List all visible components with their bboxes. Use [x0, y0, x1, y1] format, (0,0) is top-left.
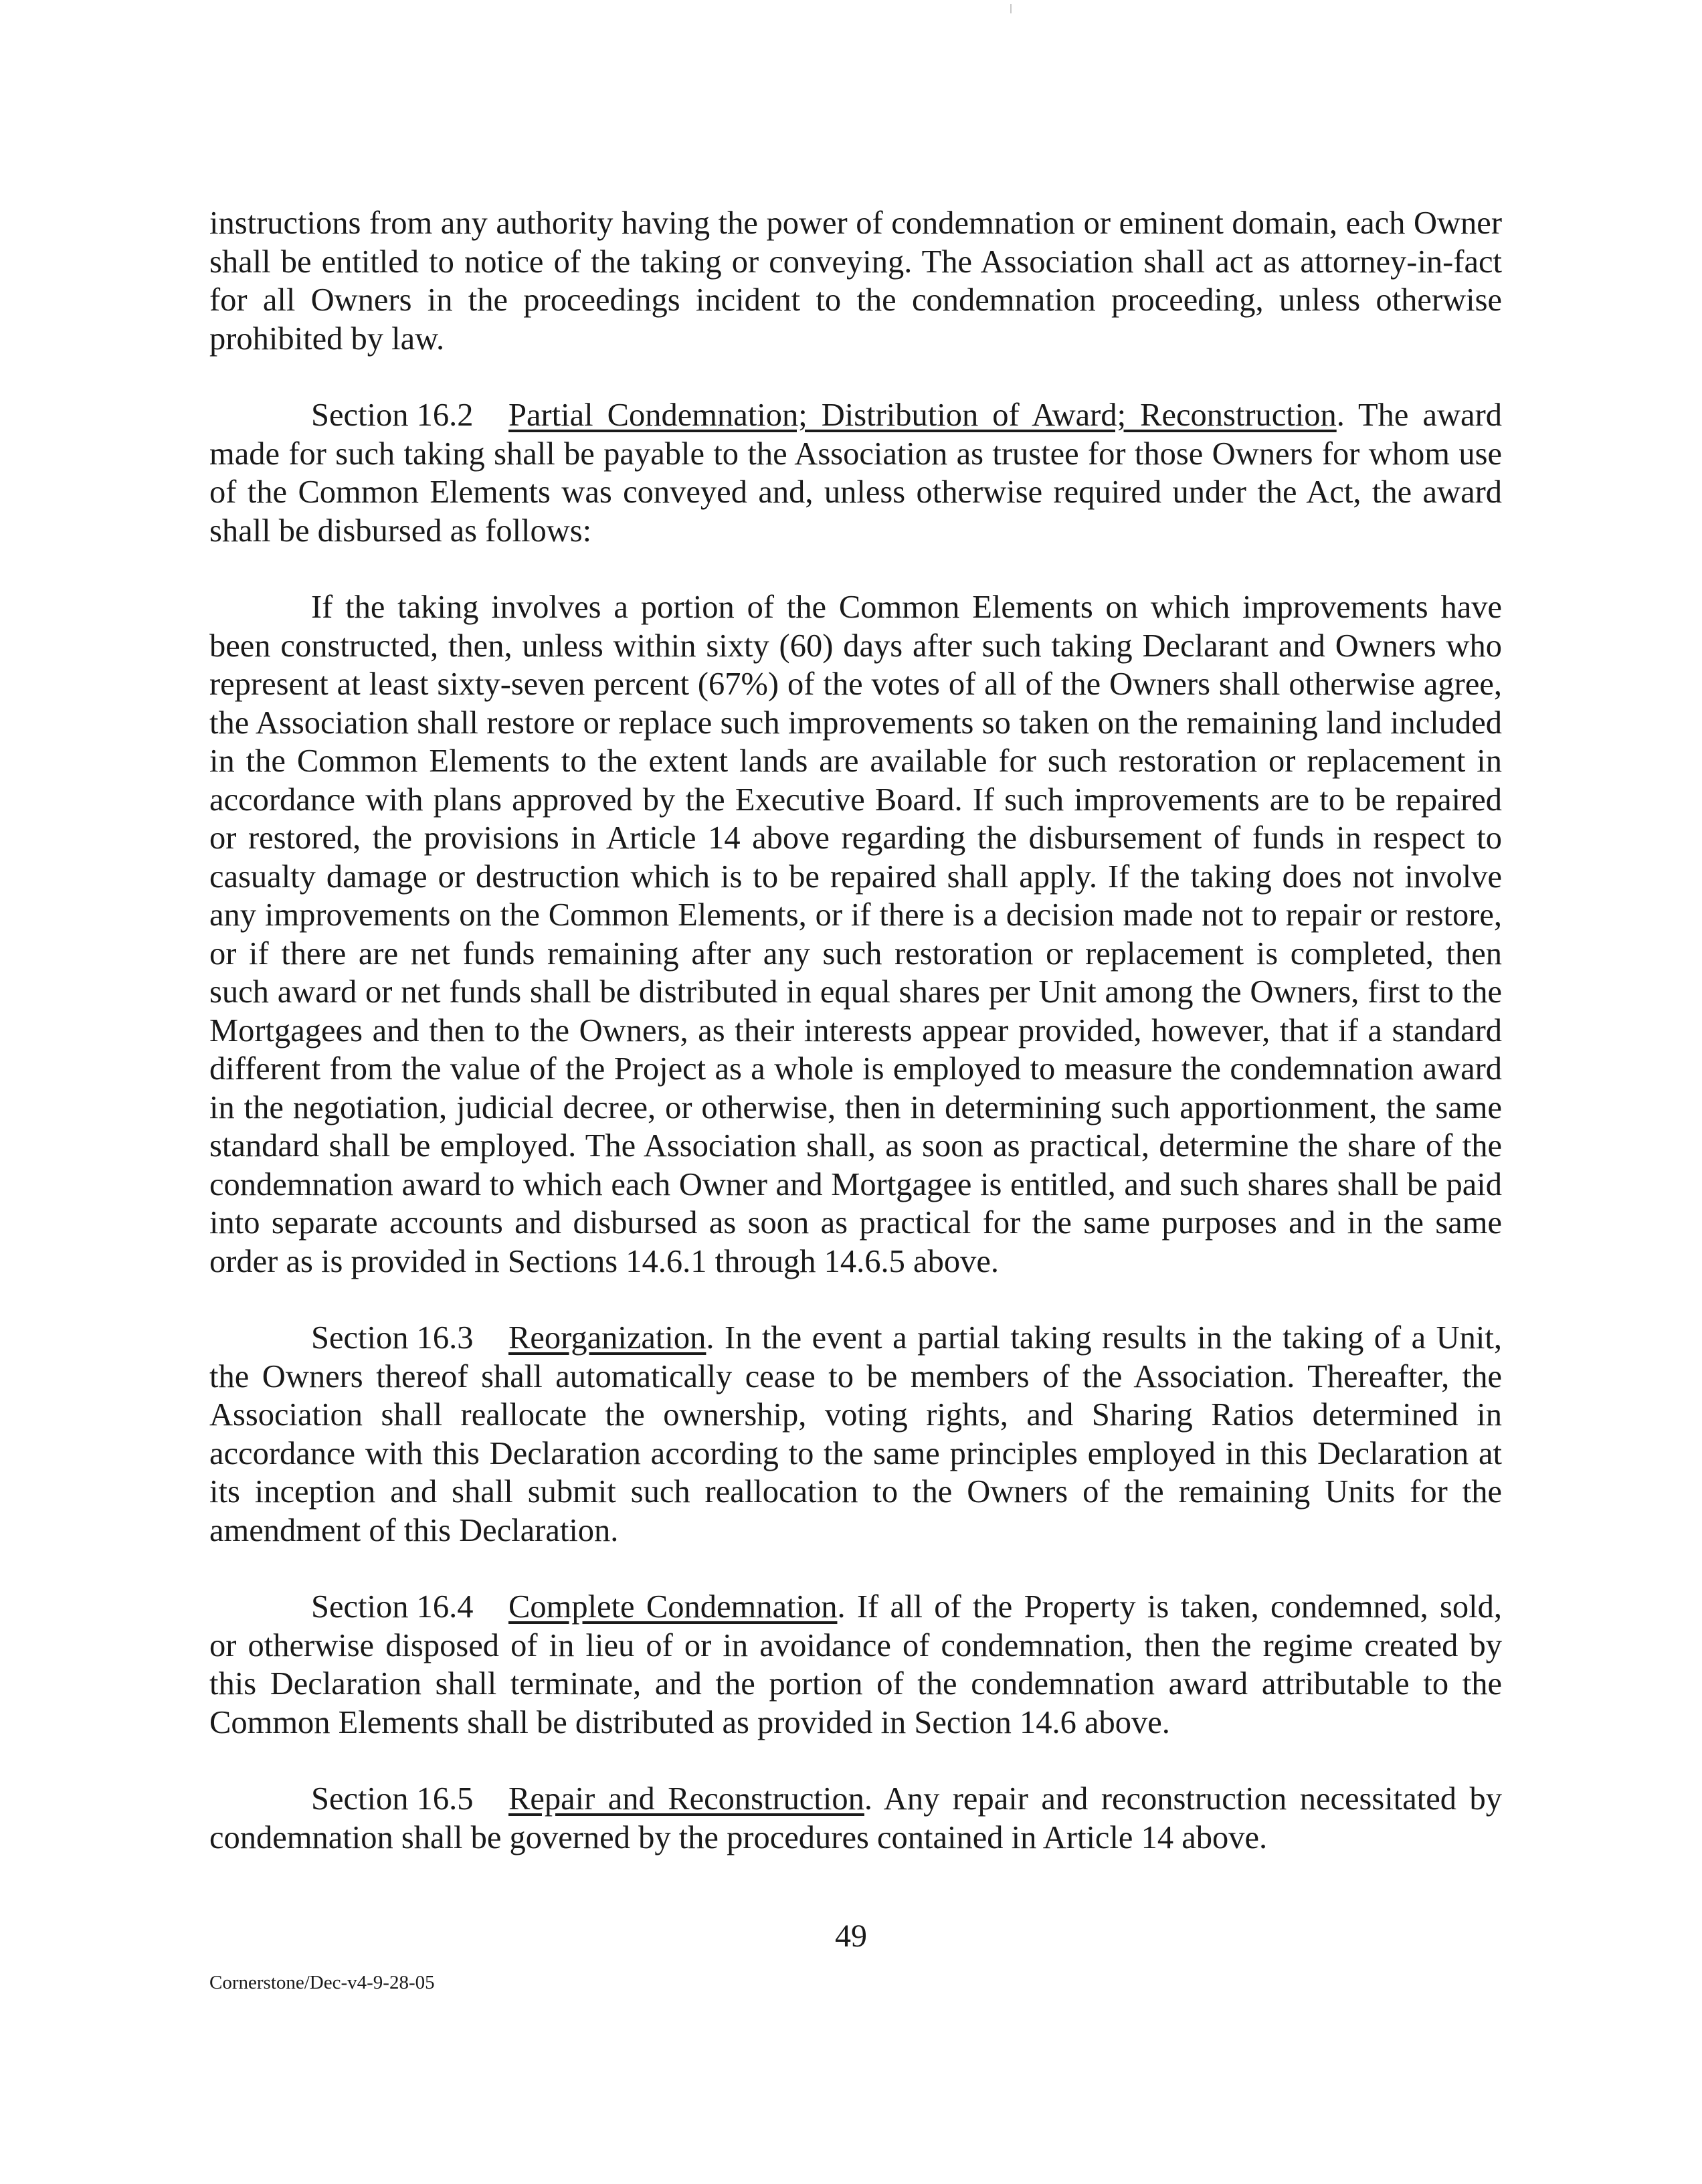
section-title: Partial Condemnation; Distribution of Award; Reconstruction [508, 397, 1337, 433]
section-16-2-paragraph [209, 396, 1502, 550]
section-number: Section 16.4 [311, 1589, 474, 1625]
section-16-2 [209, 396, 1502, 550]
section-16-5-paragraph [209, 1780, 1502, 1857]
section-16-4 [209, 1588, 1502, 1742]
section-number: Section 16.3 [311, 1320, 474, 1356]
section-body: . The award made for such taking shall be payable to the Association as trustee for those Owners for whom use of the Common Elements was conveyed and, unless otherwise required under the Act, the award shall be disbursed as follows: [209, 397, 1502, 549]
section-body: . If all of the Property is taken, condemned, sold, or otherwise disposed of in lieu of or in avoidance of condemnation, then the regime created by this Declaration shall terminate, and the portion of the condemnation award attributable to the Common Elements shall be distributed as provided in Section 14.6 above. [209, 1589, 1502, 1740]
section-16-2-subparagraph: If the taking involves a portion of the Common Elements on which improvements have been constructed, then, unless within sixty (60) days after such taking Declarant and Owners who represent at least sixty-seven percent (67%) of the votes of all of the Owners shall otherwise agree, the Association shall restore or replace such improvements so taken on the remaining land included in the Common Elements to the extent lands are available for such restoration or replacement in accordance with plans approved by the Executive Board. If such improvements are to be repaired or restored, the provisions in Article 14 above regarding the disbursement of funds in respect to casualty damage or destruction which is to be repaired shall apply. If the taking does not involve any improvements on the Common Elements, or if there is a decision made not to repair or restore, or if there are net funds remaining after any such restoration or replacement is completed, then such award or net funds shall be distributed in equal shares per Unit among the Owners, first to the Mortgagees and then to the Owners, as their interests appear provided, however, that if a standard different from the value of the Project as a whole is employed to measure the condemnation award in the negotiation, judicial decree, or otherwise, then in determining such apportionment, the same standard shall be employed. The Association shall, as soon as practical, determine the share of the condemnation award to which each Owner and Mortgagee is entitled, and such shares shall be paid into separate accounts and disbursed as soon as practical for the same purposes and in the same order as is provided in Sections 14.6.1 through 14.6.5 above. [209, 589, 1502, 1279]
section-title: Repair and Reconstruction [508, 1781, 864, 1817]
section-number: Section 16.5 [311, 1781, 474, 1817]
section-number: Section 16.2 [311, 397, 474, 433]
section-16-5 [209, 1780, 1502, 1857]
section-16-3 [209, 1319, 1502, 1550]
section-title: Reorganization [508, 1320, 706, 1356]
page-number: 49 [835, 1918, 867, 1954]
section-body: . In the event a partial taking results in the taking of a Unit, the Owners thereof shall automatically cease to be members of the Association. Thereafter, the Association shall reallocate the ownership, voting rights, and Sharing Ratios determined in accordance with this Declaration according to the same principles employed in this Declaration at its inception and shall submit such reallocation to the Owners of the remaining Units for the amendment of this Declaration. [209, 1320, 1502, 1548]
footer-document-code: Cornerstone/Dec-v4-9-28-05 [209, 1972, 435, 1993]
scan-artifact [1010, 4, 1012, 13]
section-title: Complete Condemnation [508, 1589, 838, 1625]
document-body [209, 204, 1502, 1895]
section-body: . Any repair and reconstruction necessitated by condemnation shall be governed by the procedures contained in Article 14 above. [209, 1781, 1502, 1855]
intro-paragraph: instructions from any authority having the power of condemnation or eminent domain, each Owner shall be entitled to notice of the taking or conveying. The Association shall act as attorney-in-fact for all Owners in the proceedings incident to the condemnation proceeding, unless otherwise prohibited by law. [209, 205, 1502, 357]
section-16-4-paragraph [209, 1588, 1502, 1742]
section-16-3-paragraph [209, 1319, 1502, 1550]
